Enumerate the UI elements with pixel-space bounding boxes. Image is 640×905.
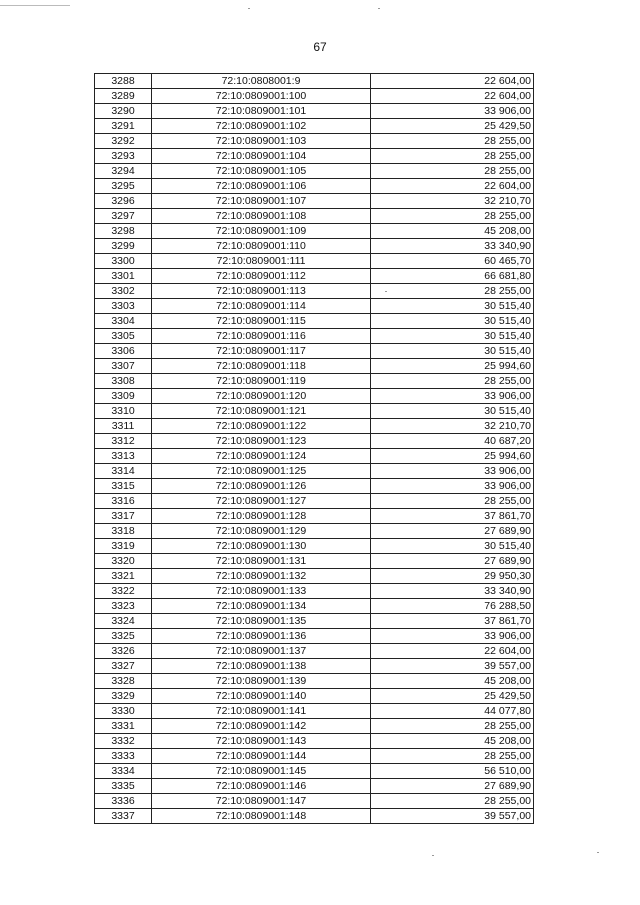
table-row — [95, 299, 534, 314]
table-row — [95, 254, 534, 269]
scan-speck — [248, 8, 250, 9]
table-row — [95, 734, 534, 749]
cadastral-value-cell: 33 340,90 — [371, 239, 534, 254]
cadastral-value-cell: 33 906,00 — [371, 104, 534, 119]
row-number-cell: 3334 — [95, 764, 152, 779]
cadastral-value-cell: 66 681,80 — [371, 269, 534, 284]
row-number-cell: 3333 — [95, 749, 152, 764]
row-number-cell: 3335 — [95, 779, 152, 794]
cadastral-number-cell: 72:10:0809001:135 — [152, 614, 371, 629]
cadastral-number-cell: 72:10:0809001:145 — [152, 764, 371, 779]
cadastral-number-cell: 72:10:0809001:113 — [152, 284, 371, 299]
row-number-cell: 3295 — [95, 179, 152, 194]
cadastral-value-cell: 28 255,00 — [371, 164, 534, 179]
cadastral-value-cell: 28 255,00 — [371, 134, 534, 149]
row-number-cell: 3319 — [95, 539, 152, 554]
cadastral-value-cell: 25 429,50 — [371, 689, 534, 704]
row-number-cell: 3301 — [95, 269, 152, 284]
cadastral-value-cell: 22 604,00 — [371, 74, 534, 89]
cadastral-value-cell: 30 515,40 — [371, 299, 534, 314]
table-row — [95, 329, 534, 344]
cadastral-number-cell: 72:10:0809001:110 — [152, 239, 371, 254]
cadastral-value-cell: 22 604,00 — [371, 644, 534, 659]
cadastral-value-cell: 28 255,00 — [371, 794, 534, 809]
cadastral-value-cell: 28 255,00 — [371, 719, 534, 734]
table-row — [95, 404, 534, 419]
cadastral-value-cell: 33 906,00 — [371, 629, 534, 644]
cadastral-value-cell: 27 689,90 — [371, 524, 534, 539]
cadastral-number-cell: 72:10:0809001:144 — [152, 749, 371, 764]
row-number-cell: 3308 — [95, 374, 152, 389]
cadastral-number-cell: 72:10:0809001:119 — [152, 374, 371, 389]
cadastral-value-cell: 30 515,40 — [371, 314, 534, 329]
cadastral-value-cell: 28 255,00 — [371, 374, 534, 389]
table-row — [95, 644, 534, 659]
cadastral-value-cell: 28 255,00 — [371, 494, 534, 509]
row-number-cell: 3309 — [95, 389, 152, 404]
table-row — [95, 179, 534, 194]
table-row — [95, 284, 534, 299]
row-number-cell: 3307 — [95, 359, 152, 374]
row-number-cell: 3331 — [95, 719, 152, 734]
scan-speck — [432, 855, 434, 856]
row-number-cell: 3313 — [95, 449, 152, 464]
cadastral-number-cell: 72:10:0809001:123 — [152, 434, 371, 449]
cadastral-value-table — [94, 73, 534, 824]
table-row — [95, 419, 534, 434]
row-number-cell: 3314 — [95, 464, 152, 479]
cadastral-number-cell: 72:10:0809001:137 — [152, 644, 371, 659]
table-row — [95, 164, 534, 179]
table-row — [95, 629, 534, 644]
table-row — [95, 584, 534, 599]
cadastral-value-cell: 45 208,00 — [371, 734, 534, 749]
cadastral-number-cell: 72:10:0809001:115 — [152, 314, 371, 329]
table-row — [95, 794, 534, 809]
table-row — [95, 224, 534, 239]
table-row — [95, 749, 534, 764]
cadastral-value-cell: 60 465,70 — [371, 254, 534, 269]
row-number-cell: 3329 — [95, 689, 152, 704]
table-row — [95, 194, 534, 209]
cadastral-number-cell: 72:10:0809001:122 — [152, 419, 371, 434]
cadastral-value-cell: 33 340,90 — [371, 584, 534, 599]
table-row — [95, 269, 534, 284]
row-number-cell: 3318 — [95, 524, 152, 539]
cadastral-value-cell: 39 557,00 — [371, 659, 534, 674]
cadastral-value-cell: 44 077,80 — [371, 704, 534, 719]
table-row — [95, 809, 534, 824]
scan-edge-line — [0, 5, 70, 6]
cadastral-number-cell: 72:10:0809001:140 — [152, 689, 371, 704]
row-number-cell: 3316 — [95, 494, 152, 509]
row-number-cell: 3294 — [95, 164, 152, 179]
cadastral-number-cell: 72:10:0809001:105 — [152, 164, 371, 179]
cadastral-number-cell: 72:10:0809001:107 — [152, 194, 371, 209]
table-row — [95, 119, 534, 134]
row-number-cell: 3328 — [95, 674, 152, 689]
table-row — [95, 314, 534, 329]
table-row — [95, 524, 534, 539]
cadastral-number-cell: 72:10:0809001:130 — [152, 539, 371, 554]
table-row — [95, 779, 534, 794]
table-row — [95, 239, 534, 254]
row-number-cell: 3310 — [95, 404, 152, 419]
cadastral-value-cell: 32 210,70 — [371, 419, 534, 434]
cadastral-value-cell: 37 861,70 — [371, 614, 534, 629]
row-number-cell: 3306 — [95, 344, 152, 359]
cadastral-number-cell: 72:10:0809001:104 — [152, 149, 371, 164]
row-number-cell: 3326 — [95, 644, 152, 659]
row-number-cell: 3336 — [95, 794, 152, 809]
cadastral-number-cell: 72:10:0809001:116 — [152, 329, 371, 344]
cadastral-value-cell: 25 994,60 — [371, 449, 534, 464]
cadastral-number-cell: 72:10:0808001:9 — [152, 74, 371, 89]
cadastral-value-cell: 27 689,90 — [371, 554, 534, 569]
table-row — [95, 134, 534, 149]
cadastral-number-cell: 72:10:0809001:102 — [152, 119, 371, 134]
table-row — [95, 704, 534, 719]
row-number-cell: 3299 — [95, 239, 152, 254]
row-number-cell: 3320 — [95, 554, 152, 569]
row-number-cell: 3300 — [95, 254, 152, 269]
cadastral-number-cell: 72:10:0809001:141 — [152, 704, 371, 719]
row-number-cell: 3290 — [95, 104, 152, 119]
table-row — [95, 449, 534, 464]
cadastral-number-cell: 72:10:0809001:134 — [152, 599, 371, 614]
cadastral-value-cell: 30 515,40 — [371, 344, 534, 359]
table-row — [95, 509, 534, 524]
cadastral-number-cell: 72:10:0809001:121 — [152, 404, 371, 419]
cadastral-value-cell: 22 604,00 — [371, 89, 534, 104]
table-row — [95, 494, 534, 509]
cadastral-value-cell: 29 950,30 — [371, 569, 534, 584]
cadastral-number-cell: 72:10:0809001:136 — [152, 629, 371, 644]
cadastral-number-cell: 72:10:0809001:139 — [152, 674, 371, 689]
row-number-cell: 3321 — [95, 569, 152, 584]
cadastral-value-cell: 33 906,00 — [371, 479, 534, 494]
cadastral-number-cell: 72:10:0809001:142 — [152, 719, 371, 734]
cadastral-value-cell: 25 994,60 — [371, 359, 534, 374]
cadastral-value-cell: 37 861,70 — [371, 509, 534, 524]
cadastral-number-cell: 72:10:0809001:103 — [152, 134, 371, 149]
cadastral-number-cell: 72:10:0809001:117 — [152, 344, 371, 359]
row-number-cell: 3305 — [95, 329, 152, 344]
cadastral-number-cell: 72:10:0809001:147 — [152, 794, 371, 809]
row-number-cell: 3323 — [95, 599, 152, 614]
cadastral-number-cell: 72:10:0809001:143 — [152, 734, 371, 749]
row-number-cell: 3296 — [95, 194, 152, 209]
row-number-cell: 3315 — [95, 479, 152, 494]
table-row — [95, 569, 534, 584]
cadastral-number-cell: 72:10:0809001:128 — [152, 509, 371, 524]
scan-speck — [385, 291, 387, 292]
table-row — [95, 389, 534, 404]
table-row — [95, 719, 534, 734]
cadastral-number-cell: 72:10:0809001:108 — [152, 209, 371, 224]
cadastral-value-cell: 39 557,00 — [371, 809, 534, 824]
table-row — [95, 764, 534, 779]
cadastral-number-cell: 72:10:0809001:133 — [152, 584, 371, 599]
cadastral-number-cell: 72:10:0809001:126 — [152, 479, 371, 494]
row-number-cell: 3293 — [95, 149, 152, 164]
cadastral-value-cell: 33 906,00 — [371, 389, 534, 404]
cadastral-value-cell: 33 906,00 — [371, 464, 534, 479]
row-number-cell: 3297 — [95, 209, 152, 224]
cadastral-number-cell: 72:10:0809001:112 — [152, 269, 371, 284]
row-number-cell: 3311 — [95, 419, 152, 434]
table-row — [95, 659, 534, 674]
table-row — [95, 539, 534, 554]
cadastral-value-cell: 25 429,50 — [371, 119, 534, 134]
cadastral-value-cell: 76 288,50 — [371, 599, 534, 614]
table-row — [95, 359, 534, 374]
cadastral-number-cell: 72:10:0809001:101 — [152, 104, 371, 119]
table-row — [95, 149, 534, 164]
table-row — [95, 374, 534, 389]
table-row — [95, 104, 534, 119]
cadastral-number-cell: 72:10:0809001:148 — [152, 809, 371, 824]
table-row — [95, 344, 534, 359]
row-number-cell: 3304 — [95, 314, 152, 329]
table-row — [95, 479, 534, 494]
cadastral-value-cell: 45 208,00 — [371, 224, 534, 239]
row-number-cell: 3322 — [95, 584, 152, 599]
cadastral-number-cell: 72:10:0809001:146 — [152, 779, 371, 794]
table-body — [95, 74, 534, 824]
table-row — [95, 689, 534, 704]
cadastral-number-cell: 72:10:0809001:129 — [152, 524, 371, 539]
cadastral-number-cell: 72:10:0809001:124 — [152, 449, 371, 464]
table-row — [95, 614, 534, 629]
row-number-cell: 3332 — [95, 734, 152, 749]
row-number-cell: 3302 — [95, 284, 152, 299]
cadastral-value-cell: 28 255,00 — [371, 284, 534, 299]
row-number-cell: 3303 — [95, 299, 152, 314]
cadastral-number-cell: 72:10:0809001:118 — [152, 359, 371, 374]
row-number-cell: 3289 — [95, 89, 152, 104]
table-row — [95, 464, 534, 479]
cadastral-number-cell: 72:10:0809001:127 — [152, 494, 371, 509]
cadastral-value-cell: 22 604,00 — [371, 179, 534, 194]
table-row — [95, 599, 534, 614]
table-row — [95, 674, 534, 689]
scan-speck — [378, 8, 380, 9]
cadastral-value-cell: 30 515,40 — [371, 329, 534, 344]
cadastral-value-cell: 30 515,40 — [371, 404, 534, 419]
cadastral-number-cell: 72:10:0809001:114 — [152, 299, 371, 314]
cadastral-value-cell: 28 255,00 — [371, 149, 534, 164]
row-number-cell: 3291 — [95, 119, 152, 134]
scan-speck — [597, 852, 599, 853]
cadastral-value-cell: 27 689,90 — [371, 779, 534, 794]
cadastral-value-cell: 28 255,00 — [371, 749, 534, 764]
cadastral-number-cell: 72:10:0809001:100 — [152, 89, 371, 104]
row-number-cell: 3298 — [95, 224, 152, 239]
cadastral-number-cell: 72:10:0809001:106 — [152, 179, 371, 194]
cadastral-number-cell: 72:10:0809001:111 — [152, 254, 371, 269]
row-number-cell: 3327 — [95, 659, 152, 674]
table-row — [95, 554, 534, 569]
table-row — [95, 209, 534, 224]
table-row — [95, 74, 534, 89]
cadastral-value-cell: 40 687,20 — [371, 434, 534, 449]
row-number-cell: 3337 — [95, 809, 152, 824]
cadastral-value-cell: 45 208,00 — [371, 674, 534, 689]
table-row — [95, 89, 534, 104]
row-number-cell: 3330 — [95, 704, 152, 719]
row-number-cell: 3292 — [95, 134, 152, 149]
page-number: 67 — [313, 40, 327, 54]
row-number-cell: 3317 — [95, 509, 152, 524]
table-row — [95, 434, 534, 449]
row-number-cell: 3312 — [95, 434, 152, 449]
cadastral-value-cell: 32 210,70 — [371, 194, 534, 209]
cadastral-value-cell: 28 255,00 — [371, 209, 534, 224]
cadastral-value-cell: 56 510,00 — [371, 764, 534, 779]
cadastral-number-cell: 72:10:0809001:131 — [152, 554, 371, 569]
row-number-cell: 3288 — [95, 74, 152, 89]
cadastral-number-cell: 72:10:0809001:138 — [152, 659, 371, 674]
cadastral-number-cell: 72:10:0809001:109 — [152, 224, 371, 239]
cadastral-number-cell: 72:10:0809001:120 — [152, 389, 371, 404]
row-number-cell: 3324 — [95, 614, 152, 629]
cadastral-value-cell: 30 515,40 — [371, 539, 534, 554]
row-number-cell: 3325 — [95, 629, 152, 644]
cadastral-number-cell: 72:10:0809001:132 — [152, 569, 371, 584]
cadastral-number-cell: 72:10:0809001:125 — [152, 464, 371, 479]
